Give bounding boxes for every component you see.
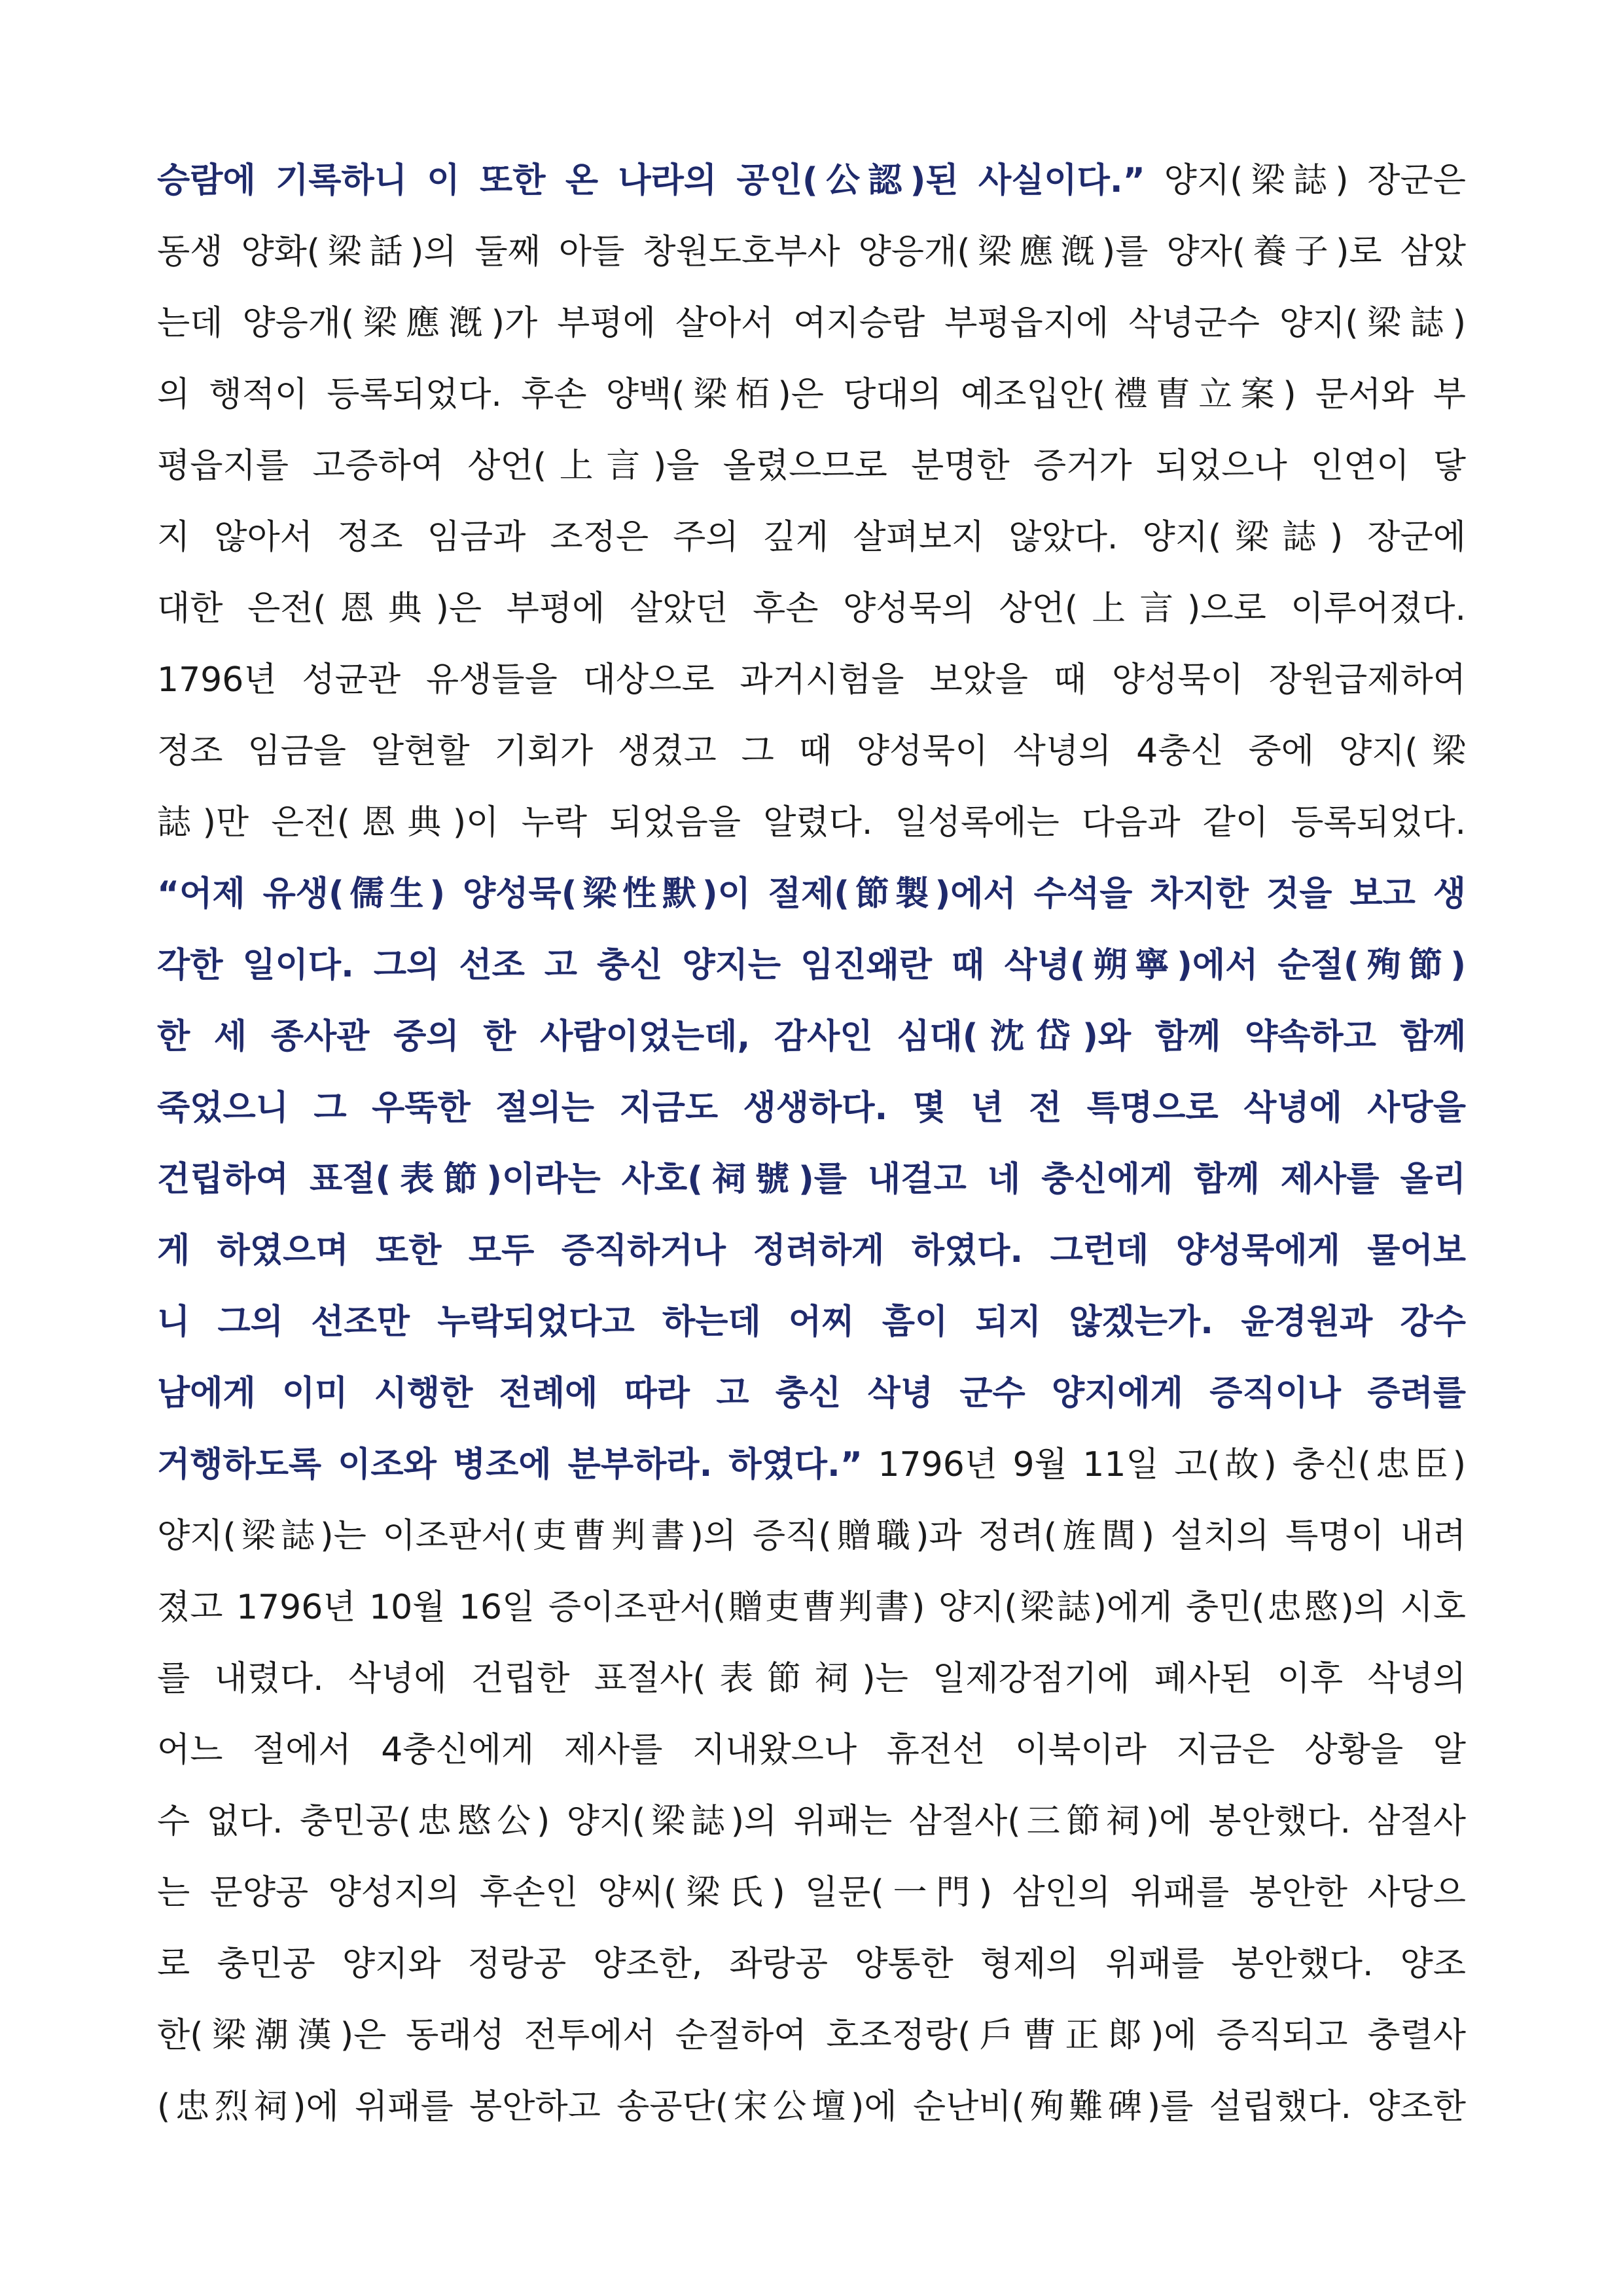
- body-text-segment: 1796년 9월 11일 고(故) 충신(忠臣): [862, 1445, 1466, 1484]
- quoted-text: 각한 일이다. 그의 선조 고 충신 양지는 임진왜란 때 삭녕(朔寧)에서 순절(殉節): [157, 946, 1466, 985]
- quoted-text: 승람에 기록하니 이 또한 온 나라의 공인(公認)된 사실이다.”: [157, 161, 1145, 200]
- text-line: [157, 1358, 1466, 1429]
- body-text-segment: 1796년 성균관 유생들을 대상으로 과거시험을 보았을 때 양성묵이 장원급제하여: [157, 660, 1466, 700]
- text-line: [157, 1715, 1466, 1786]
- text-line: [157, 217, 1466, 288]
- text-line: [157, 359, 1466, 431]
- text-line: [157, 573, 1466, 645]
- text-line: [157, 2000, 1466, 2072]
- text-line: [157, 859, 1466, 930]
- text-line: [157, 1643, 1466, 1715]
- text-line: [157, 431, 1466, 502]
- body-text-segment: 한(梁潮漢)은 동래성 전투에서 순절하여 호조정랑(戶曹正郞)에 증직되고 충렬사: [157, 2016, 1466, 2055]
- quoted-text: 거행하도록 이조와 병조에 분부하라. 하였다.”: [157, 1445, 863, 1484]
- text-line: [157, 1857, 1466, 1929]
- body-text-segment: 정조 임금을 알현할 기회가 생겼고 그 때 양성묵이 삭녕의 4충신 중에 양지(梁: [157, 732, 1466, 771]
- body-text-segment: 지 않아서 정조 임금과 조정은 주의 깊게 살펴보지 않았다. 양지(梁誌) 장군에: [157, 518, 1466, 557]
- body-text-segment: 의 행적이 등록되었다. 후손 양백(梁栢)은 당대의 예조입안(禮曺立案) 문서와 부: [157, 375, 1466, 414]
- text-line: [157, 1144, 1466, 1215]
- quoted-text: “어제 유생(儒生) 양성묵(梁性默)이 절제(節製)에서 수석을 차지한 것을 보고 생: [157, 874, 1466, 914]
- quoted-text: 건립하여 표절(表節)이라는 사호(祠號)를 내걸고 네 충신에게 함께 제사를 올리: [157, 1160, 1466, 1199]
- text-line: [157, 645, 1466, 716]
- body-text-segment: 졌고 1796년 10월 16일 증이조판서(贈吏曹判書) 양지(梁誌)에게 충민(忠愍)의 시호: [157, 1588, 1466, 1627]
- text-line: [157, 716, 1466, 787]
- quoted-text: 한 세 종사관 중의 한 사람이었는데, 감사인 심대(沈岱)와 함께 약속하고 함께: [157, 1017, 1466, 1056]
- body-text-segment: 誌)만 은전(恩典)이 누락 되었음을 알렸다. 일성록에는 다음과 같이 등록되었다.: [157, 803, 1466, 842]
- body-text-segment: 대한 은전(恩典)은 부평에 살았던 후손 양성묵의 상언(上言)으로 이루어졌다.: [157, 589, 1466, 628]
- body-text-segment: 로 충민공 양지와 정랑공 양조한, 좌랑공 양통한 형제의 위패를 봉안했다. 양조: [157, 1945, 1466, 1984]
- text-line: [157, 930, 1466, 1001]
- text-line: [157, 1001, 1466, 1073]
- body-text-segment: (忠烈祠)에 위패를 봉안하고 송공단(宋公壇)에 순난비(殉難碑)를 설립했다. 양조한: [157, 2087, 1466, 2126]
- body-text-segment: 평읍지를 고증하여 상언(上言)을 올렸으므로 분명한 증거가 되었으나 인연이 닿: [157, 446, 1466, 486]
- body-text-segment: 동생 양화(梁話)의 둘째 아들 창원도호부사 양응개(梁應漑)를 양자(養子)로 삼았: [157, 232, 1466, 272]
- body-text-segment: 어느 절에서 4충신에게 제사를 지내왔으나 휴전선 이북이라 지금은 상황을 알: [157, 1731, 1466, 1770]
- text-line: [157, 787, 1466, 859]
- body-text-segment: 수 없다. 충민공(忠愍公) 양지(梁誌)의 위패는 삼절사(三節祠)에 봉안했다. 삼절사: [157, 1802, 1466, 1841]
- text-line: [157, 502, 1466, 573]
- text-line: [157, 1572, 1466, 1643]
- body-text-segment: 를 내렸다. 삭녕에 건립한 표절사(表節祠)는 일제강점기에 폐사된 이후 삭녕의: [157, 1659, 1466, 1698]
- text-line: [157, 1501, 1466, 1572]
- body-text-segment: 는데 양응개(梁應漑)가 부평에 살아서 여지승람 부평읍지에 삭녕군수 양지(梁誌): [157, 304, 1466, 343]
- quoted-text: 남에게 이미 시행한 전례에 따라 고 충신 삭녕 군수 양지에게 증직이나 증려를: [157, 1374, 1466, 1413]
- text-line: [157, 1073, 1466, 1144]
- text-line: [157, 2072, 1466, 2143]
- text-line: [157, 1929, 1466, 2000]
- body-text: [157, 145, 1466, 2143]
- quoted-text: 게 하였으며 또한 모두 증직하거나 정려하게 하였다. 그런데 양성묵에게 물어보: [157, 1231, 1466, 1270]
- body-text-segment: 양지(梁誌) 장군은: [1145, 161, 1466, 200]
- text-line: [157, 288, 1466, 359]
- body-text-segment: 는 문양공 양성지의 후손인 양씨(梁氏) 일문(一門) 삼인의 위패를 봉안한 사당으: [157, 1873, 1466, 1912]
- body-text-segment: 양지(梁誌)는 이조판서(吏曹判書)의 증직(贈職)과 정려(旌閭) 설치의 특명이 내려: [157, 1516, 1466, 1556]
- text-line: [157, 1287, 1466, 1358]
- text-line: [157, 1429, 1466, 1501]
- text-line: [157, 1215, 1466, 1287]
- text-line: [157, 1786, 1466, 1857]
- quoted-text: 니 그의 선조만 누락되었다고 하는데 어찌 흠이 되지 않겠는가. 윤경원과 강수: [157, 1302, 1466, 1342]
- text-line: [157, 145, 1466, 217]
- quoted-text: 죽었으니 그 우뚝한 절의는 지금도 생생하다. 몇 년 전 특명으로 삭녕에 사당을: [157, 1088, 1466, 1128]
